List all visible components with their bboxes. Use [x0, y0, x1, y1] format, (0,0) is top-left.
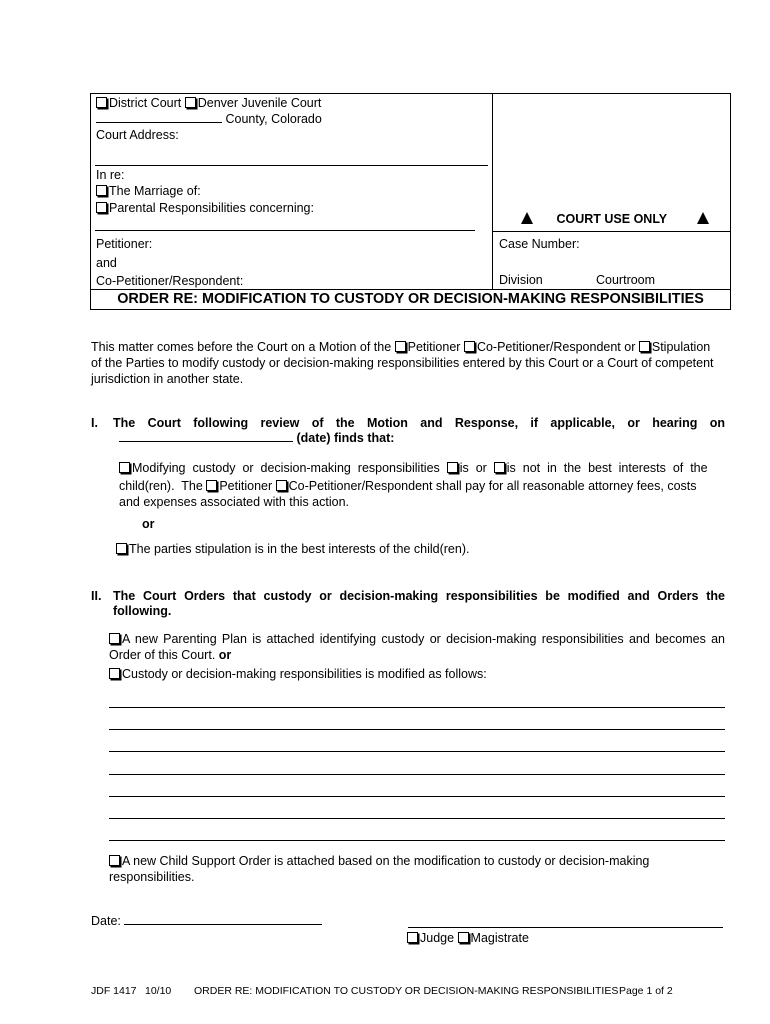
county-line	[96, 112, 322, 128]
stipulation-label: Stipulation	[651, 340, 711, 354]
finding-1-line-2	[119, 479, 697, 495]
blank-line[interactable]	[109, 796, 725, 797]
section-2-numeral: II.	[91, 589, 102, 603]
date-line	[91, 914, 322, 930]
district-court-label: District Court	[109, 96, 182, 110]
blank-line[interactable]	[109, 729, 725, 730]
order-1-line-1	[109, 632, 725, 648]
denver-juvenile-label: Denver Juvenile Court	[197, 96, 322, 110]
stipulation-best-interest-checkbox[interactable]	[116, 543, 127, 554]
division-label: Division	[499, 273, 543, 287]
blank-line[interactable]	[109, 840, 725, 841]
order-1-line-2	[109, 648, 231, 664]
magistrate-label: Magistrate	[470, 931, 529, 945]
fees-co-petitioner-label: Co-Petitioner/Respondent shall pay for all reasonable attorney fees, costs	[288, 479, 697, 493]
up-triangle-icon	[697, 212, 709, 224]
modified-as-follows-label: Custody or decision-making responsibilities is modified as follows:	[122, 667, 487, 681]
footer-rev: 10/10	[145, 985, 172, 997]
motion-petitioner-checkbox[interactable]	[395, 341, 406, 352]
intro-text: This matter comes before the Court on a Motion of the	[91, 340, 392, 354]
intro-line-2: of the Parties to modify custody or decision-making responsibilities entered by this Court or a Court of competent	[91, 356, 714, 370]
or-label: or	[142, 517, 155, 531]
children-text: child(ren). The	[119, 479, 203, 493]
court-address-label: Court Address:	[96, 128, 179, 142]
document-title: ORDER RE: MODIFICATION TO CUSTODY OR DECISION-MAKING RESPONSIBILITIES	[117, 291, 704, 307]
up-triangle-icon	[521, 212, 533, 224]
stipulation-checkbox[interactable]	[639, 341, 650, 352]
blank-line[interactable]	[109, 707, 725, 708]
finding-2	[116, 542, 469, 558]
order-3-line-2: responsibilities.	[109, 870, 195, 884]
finding-1-line-1	[119, 461, 708, 477]
is-label: is or	[459, 461, 487, 475]
marriage-of-checkbox[interactable]	[96, 185, 107, 196]
in-re-label: In re:	[96, 168, 125, 182]
or-label: or	[218, 648, 232, 662]
child-support-label: A new Child Support Order is attached based on the modification to custody or decision-making	[122, 854, 650, 868]
court-use-only-label: COURT USE ONLY	[556, 212, 668, 226]
marriage-of-label: The Marriage of:	[109, 184, 201, 198]
order-of-court-text: Order of this Court.	[109, 648, 216, 662]
judge-label: Judge	[420, 931, 455, 945]
section-1-numeral: I.	[91, 416, 98, 430]
is-checkbox[interactable]	[447, 462, 458, 473]
signature-line[interactable]	[408, 927, 723, 928]
motion-co-petitioner-checkbox[interactable]	[464, 341, 475, 352]
motion-petitioner-label: Petitioner	[407, 340, 461, 354]
blank-line[interactable]	[109, 751, 725, 752]
intro-line-3: jurisdiction in another state.	[91, 372, 244, 386]
case-number-label: Case Number:	[499, 237, 580, 251]
parental-resp-line	[96, 201, 314, 217]
stipulation-best-interest-label: The parties stipulation is in the best interests of the child(ren).	[129, 542, 470, 556]
footer-title: ORDER RE: MODIFICATION TO CUSTODY OR DECISION-MAKING RESPONSIBILITIES	[194, 985, 619, 997]
footer-page: Page 1 of 2	[619, 985, 673, 997]
parenting-plan-checkbox[interactable]	[109, 633, 120, 644]
denver-juvenile-checkbox[interactable]	[185, 97, 196, 108]
co-petitioner-label: Co-Petitioner/Respondent:	[96, 274, 244, 288]
courtroom-label: Courtroom	[596, 273, 656, 287]
section-2-heading: The Court Orders that custody or decision-making responsibilities be modified and Orders the	[113, 589, 725, 603]
order-2	[109, 667, 487, 683]
blank-line[interactable]	[109, 774, 725, 775]
parenting-plan-label: A new Parenting Plan is attached identifying custody or decision-making responsibilities and becomes an	[122, 632, 725, 646]
modifying-label: Modifying custody or decision-making responsibilities	[132, 461, 440, 475]
modified-as-follows-checkbox[interactable]	[109, 668, 120, 679]
finding-1-line-3: and expenses associated with this action.	[119, 495, 349, 509]
judge-checkbox[interactable]	[407, 932, 418, 943]
hearing-date-blank[interactable]	[119, 441, 293, 442]
section-1-heading: The Court following review of the Motion and Response, if applicable, or hearing on	[113, 416, 725, 430]
county-label: County, Colorado	[225, 112, 322, 126]
district-court-checkbox[interactable]	[96, 97, 107, 108]
is-not-label: is not in the best interests of the	[506, 461, 708, 475]
parental-resp-label: Parental Responsibilities concerning:	[109, 201, 314, 215]
date-blank[interactable]	[124, 924, 322, 925]
order-3-line-1	[109, 854, 649, 870]
intro-line-1	[91, 340, 710, 356]
and-label: and	[96, 256, 117, 270]
footer-form-id: JDF 1417	[91, 985, 137, 997]
fees-co-petitioner-checkbox[interactable]	[276, 480, 287, 491]
fees-petitioner-label: Petitioner	[219, 479, 273, 493]
date-finds-label: (date) finds that:	[296, 431, 395, 445]
marriage-of-line	[96, 184, 201, 200]
section-1-heading-line-2	[119, 431, 394, 447]
court-type-line	[96, 96, 321, 112]
date-label: Date:	[91, 914, 121, 928]
section-2-heading-line-2: following.	[113, 604, 172, 618]
blank-line[interactable]	[109, 818, 725, 819]
parental-resp-checkbox[interactable]	[96, 202, 107, 213]
county-blank[interactable]	[96, 122, 222, 123]
motion-co-petitioner-label: Co-Petitioner/Respondent or	[476, 340, 636, 354]
magistrate-checkbox[interactable]	[458, 932, 469, 943]
judicial-officer-line	[407, 931, 529, 947]
petitioner-label: Petitioner:	[96, 237, 153, 251]
modifying-checkbox[interactable]	[119, 462, 130, 473]
is-not-checkbox[interactable]	[494, 462, 505, 473]
court-use-only	[521, 212, 709, 228]
fees-petitioner-checkbox[interactable]	[206, 480, 217, 491]
child-support-checkbox[interactable]	[109, 855, 120, 866]
